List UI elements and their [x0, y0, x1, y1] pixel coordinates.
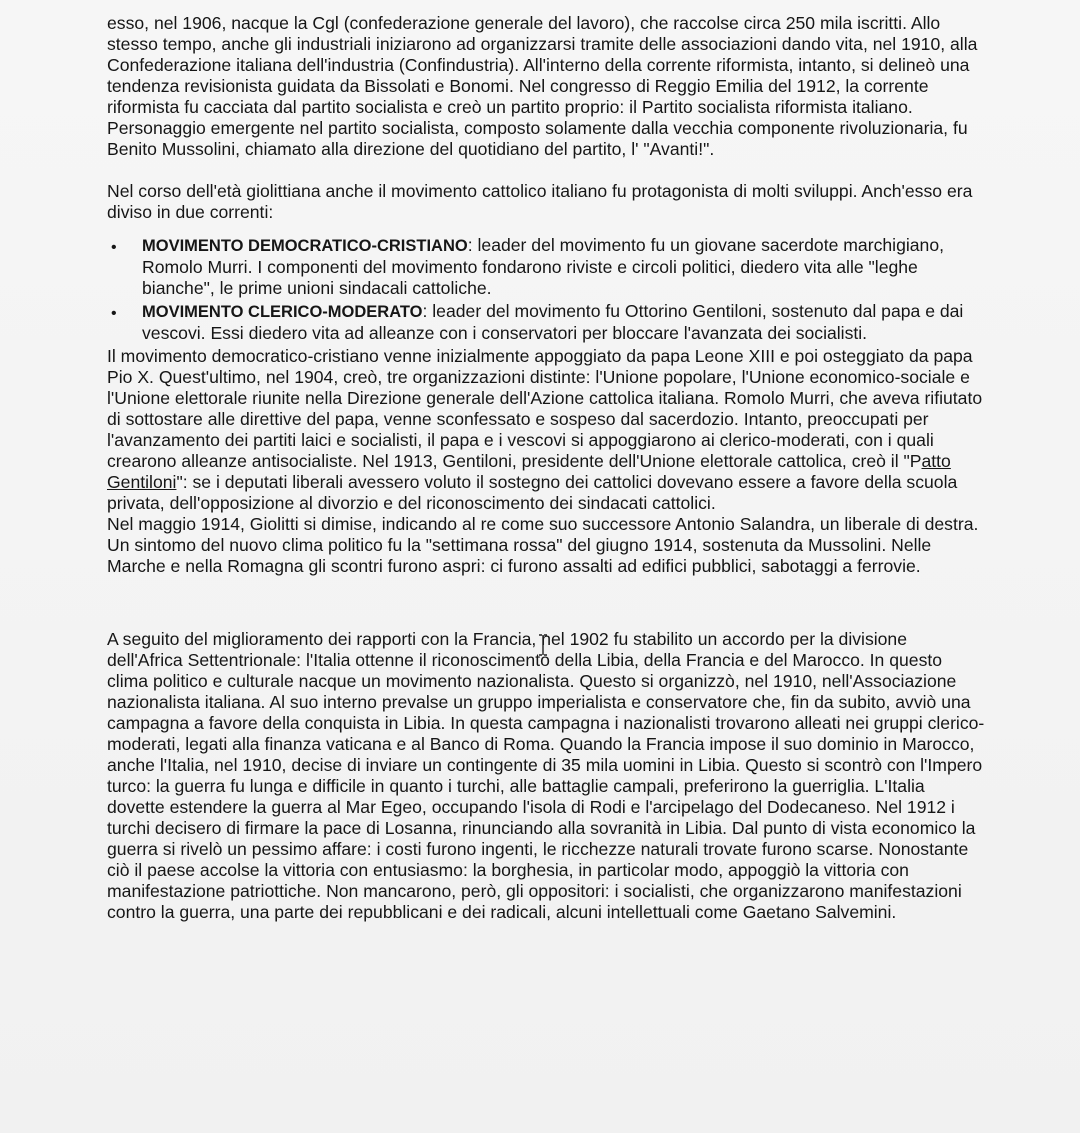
bullet-list-correnti [107, 235, 987, 344]
bullet-icon: • [111, 305, 117, 322]
paragraph-movimento-cattolico: Nel corso dell'età giolittiana anche il movimento cattolico italiano fu protagonista di molti sviluppi. Anch'esso era diviso in due correnti: [107, 181, 973, 222]
patto-gentiloni-link[interactable]: atto Gentiloni [107, 451, 951, 492]
quote-open: "P [903, 451, 922, 471]
paragraph-cgl-socialisti: esso, nel 1906, nacque la Cgl (confederazione generale del lavoro), che raccolse circa 250 mila iscritti. Allo stesso tempo, anche gli industriali iniziarono ad organizzarsi tramite delle associazioni dando vita, nel 1910, alla Confederazione italiana dell'industria (Confindustria). All'interno della corrente riformista, intanto, si delineò una tendenza revisionista guidata da Bissolati e Bonomi. Nel congresso di Reggio Emilia del 1912, la corrente riformista fu cacciata dal partito socialista e creò un partito proprio: il Partito socialista riformista italiano. Personaggio emergente nel partito socialista, composto solamente dalla vecchia componente rivoluzionaria, fu Benito Mussolini, chiamato alla direzione del quotidiano del partito, l' "Avanti!". [107, 13, 978, 159]
paragraph-guerra-libia: A seguito del miglioramento dei rapporti con la Francia, nel 1902 fu stabilito un accordo per la divisione dell'Africa Settentrionale: l'Italia ottenne il riconoscimento della Libia, della Francia e del Marocco. In questo clima politico e culturale nacque un movimento nazionalista. Questo si organizzò, nel 1910, nell'Associazione nazionalista italiana. Al suo interno prevalse un gruppo imperialista e conservatore che, fin da subito, avviò una campagna a favore della conquista in Libia. In questa campagna i nazionalisti trovarono alleati nei gruppi clerico-moderati, legati alla finanza vaticana e al Banco di Roma. Quando la Francia impose il suo dominio in Marocco, anche l'Italia, nel 1910, decise di inviare un contingente di 35 mila uomini in Libia. Questo si scontrò con l'Impero turco: la guerra fu lunga e difficile in quanto i turchi, alle battaglie campali, preferirono la guerriglia. L'Italia dovette estendere la guerra al Mar Egeo, occupando l'isola di Rodi e l'arcipelago del Dodecaneso. Nel 1912 i turchi decisero di firmare la pace di Losanna, rinunciando alla sovranità in Libia. Dal punto di vista economico la guerra si rivelò un pessimo affare: i costi furono ingenti, le ricchezze naturali trovate furono scarse. Nonostante ciò il paese accolse la vittoria con entusiasmo: la borghesia, in particolar modo, appoggiò la vittoria con manifestazione patriottiche. Non mancarono, però, gli oppositori: i socialisti, che organizzarono manifestazioni contro la guerra, una parte dei repubblicani e dei radicali, alcuni intellettuali come Gaetano Salvemini. [107, 629, 985, 922]
bullet-text: : leader del movimento fu un giovane sacerdote marchigiano, Romolo Murri. I componenti del movimento fondarono riviste e circoli politici, diedero vita alle "leghe bianche", le prime unioni sindacali cattoliche. [142, 235, 945, 298]
list-item [107, 301, 987, 344]
bullet-icon: • [111, 239, 117, 256]
paragraph-text: ": se i deputati liberali avessero voluto il sostegno dei cattolici dovevano essere a favore della scuola privata, dell'opposizione al divorzio e del riconoscimento dei sindacati cattolici. [107, 472, 958, 513]
paragraph-text: Il movimento democratico-cristiano venne inizialmente appoggiato da papa Leone XIII e poi osteggiato da papa Pio X. Quest'ultimo, nel 1904, creò, tre organizzazioni distinte: l'Unione popolare, l'Unione economico-sociale e l'Unione elettorale riunite nella Direzione generale dell'Azione cattolica italiana. Romolo Murri, che aveva rifiutato di sottostare alle direttive del papa, venne sconfessato e sospeso dal sacerdozio. Intanto, preoccupati per l'avanzamento dei partiti laici e socialisti, il papa e i vescovi si appoggiarono ai clerico-moderati, con i quali crearono alleanze antisocialiste. Nel 1913, Gentiloni, presidente dell'Unione elettorale cattolica, creò il [107, 346, 983, 471]
paragraph-democratico-cristiano [107, 346, 987, 514]
bullet-lead: MOVIMENTO DEMOCRATICO-CRISTIANO [142, 237, 468, 255]
text-cursor-icon [538, 634, 548, 656]
list-item [107, 235, 987, 299]
document-body [107, 13, 987, 923]
bullet-text: : leader del movimento fu Ottorino Gentiloni, sostenuto dal papa e dai vescovi. Essi diedero vita ad alleanze con i conservatori per bloccare l'avanzata dei socialisti. [142, 301, 964, 343]
paragraph-giolitti-dimissioni: Nel maggio 1914, Giolitti si dimise, indicando al re come suo successore Antonio Salandra, un liberale di destra. Un sintomo del nuovo clima politico fu la "settimana rossa" del giugno 1914, sostenuta da Mussolini. Nelle Marche e nella Romagna gli scontri furono aspri: ci furono assalti ad edifici pubblici, sabotaggi a ferrovie. [107, 514, 979, 576]
bullet-lead: MOVIMENTO CLERICO-MODERATO [142, 303, 423, 321]
